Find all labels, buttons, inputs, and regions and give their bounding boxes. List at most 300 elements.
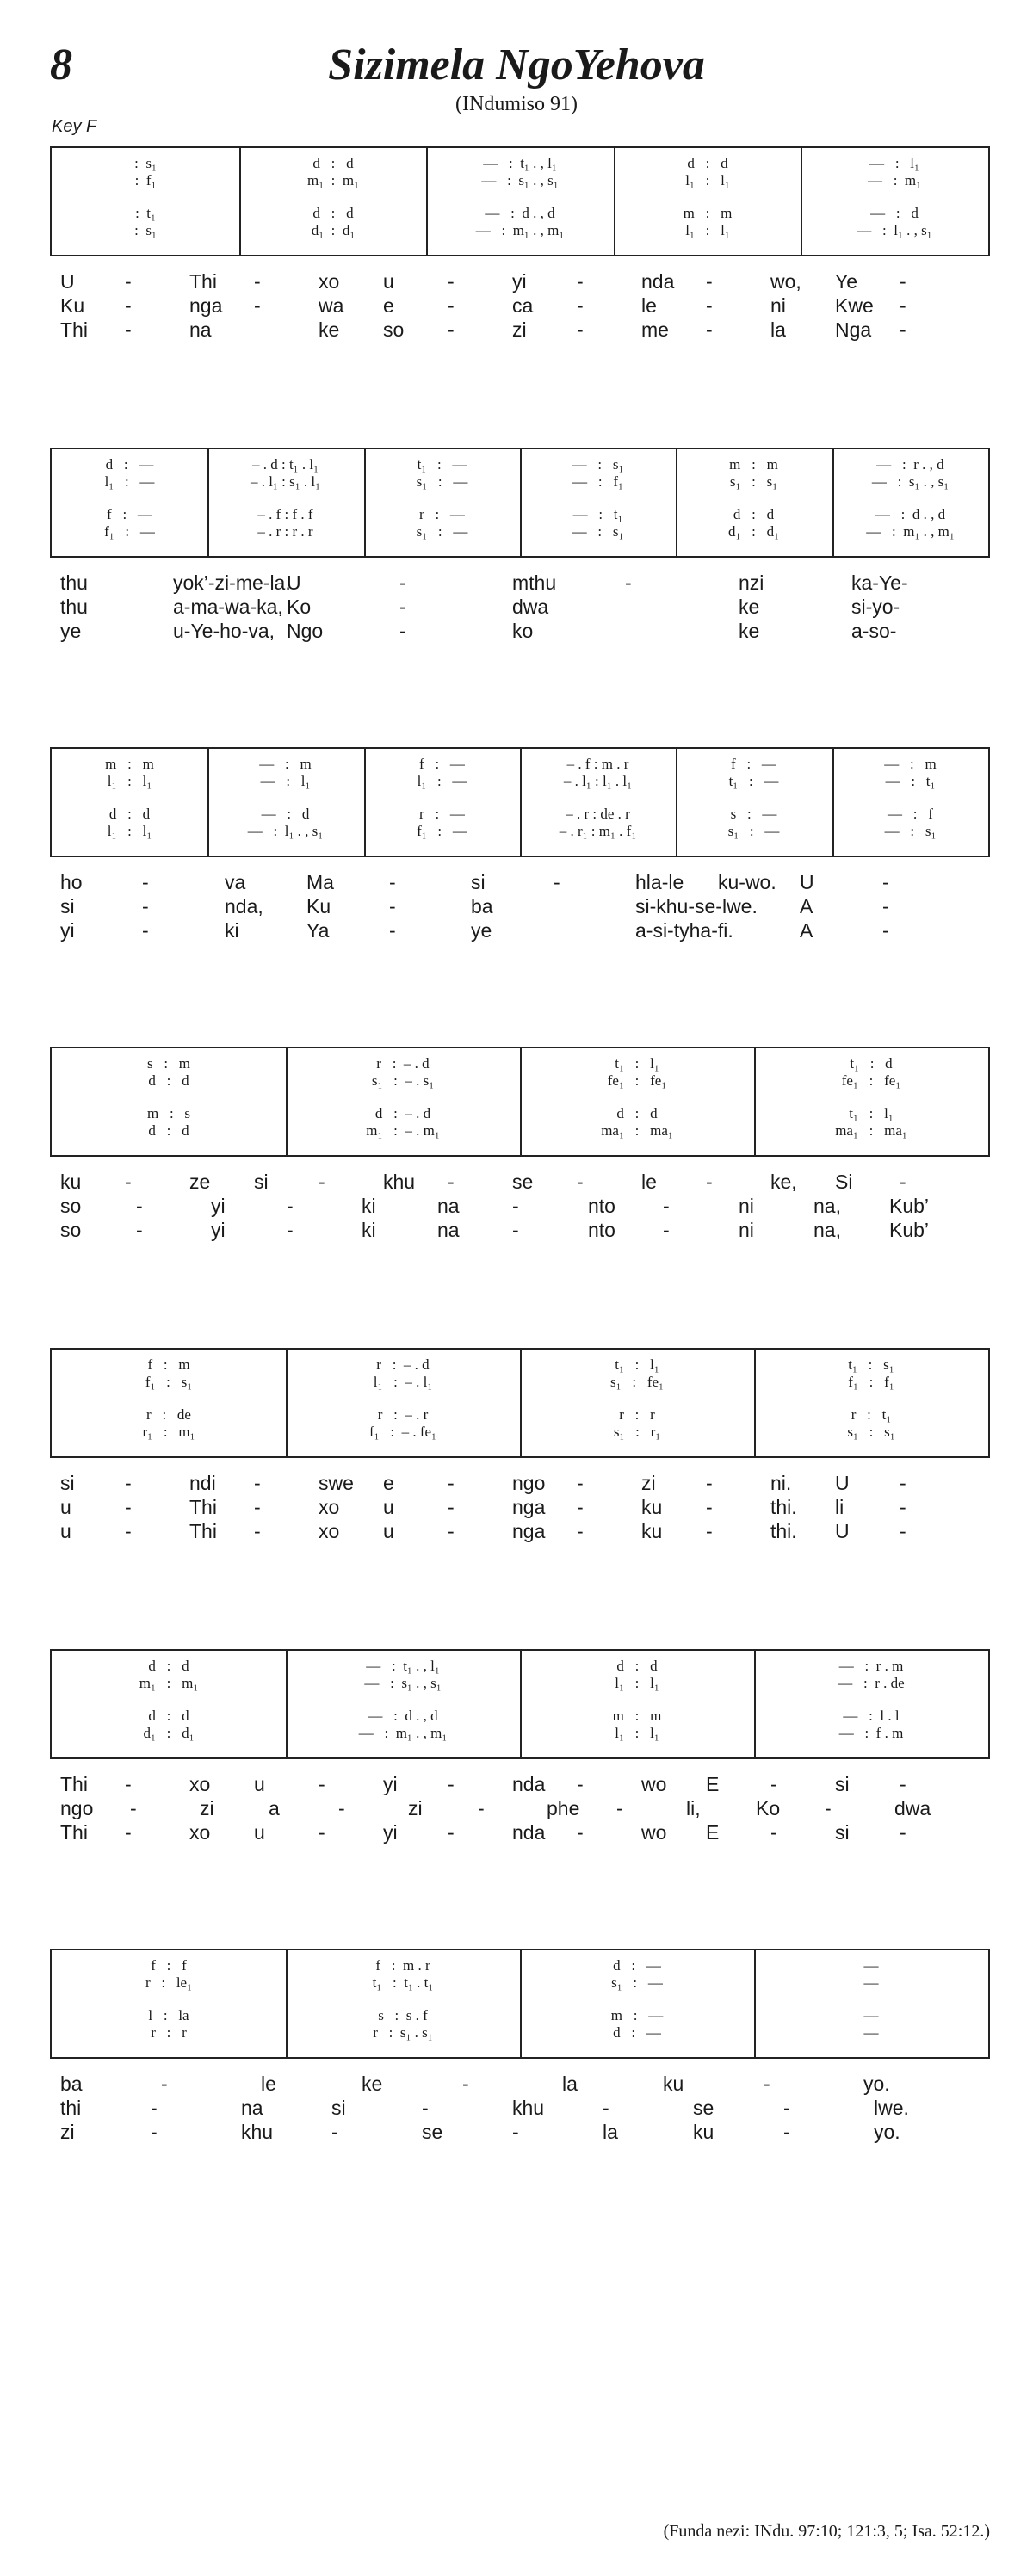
lyric-syllable: - [389, 919, 396, 942]
voice-row [52, 1374, 988, 1393]
lyric-syllable: ndi [189, 1472, 216, 1494]
lyric-syllable: se [693, 2097, 714, 2119]
lyric-syllable: - [706, 1171, 713, 1193]
voice-row [52, 523, 988, 542]
measure-notes: l₁ : – . l₁ [373, 1374, 433, 1390]
lyric-syllable: nga [189, 294, 223, 317]
lyric-syllable: - [882, 871, 889, 893]
lyric-syllable: - [125, 1773, 132, 1795]
voice-row [52, 2007, 988, 2026]
lyric-syllable: ye [471, 919, 492, 942]
lyric-syllable: Ma [306, 871, 334, 893]
measure-notes: — : l . l [843, 1708, 900, 1724]
measure-notes: r : de [146, 1406, 191, 1423]
measure-notes: t₁ : — [417, 456, 467, 473]
lyric-syllable: yo. [863, 2073, 890, 2095]
lyric-syllable: - [399, 596, 406, 618]
lyric-syllable: so [60, 1195, 82, 1217]
lyric-syllable: la [770, 318, 786, 341]
lyric-syllable: - [577, 318, 584, 341]
measure-notes: f₁ : — [417, 823, 467, 839]
lyric-syllable: - [448, 1821, 455, 1844]
lyric-syllable: - [254, 294, 261, 317]
measure-notes: : f₁ [134, 172, 157, 188]
lyric-syllable: - [900, 1520, 906, 1542]
lyric-syllable: nto [588, 1195, 615, 1217]
lyric-syllable: ku [60, 1171, 82, 1193]
measure-notes: t₁ : l₁ [615, 1356, 659, 1373]
lyric-syllable: - [130, 1797, 137, 1819]
lyric-syllable: so [60, 1219, 82, 1241]
lyric-syllable: nda [641, 270, 675, 293]
measure-notes: — : t₁ [885, 773, 936, 789]
lyric-syllable: wo [641, 1821, 667, 1844]
voice-row [52, 506, 988, 525]
lyric-syllable: wo [641, 1773, 667, 1795]
measure-notes: s₁ : — [416, 473, 468, 490]
solfa-system [50, 1348, 990, 1458]
measure-notes: f : — [419, 756, 465, 772]
solfa-system [50, 146, 990, 256]
measure-notes: t₁ : d [850, 1055, 893, 1072]
lyric-syllable: ka-Ye- [851, 571, 908, 594]
measure-notes: s₁ : r₁ [613, 1424, 661, 1440]
lyric-syllable: - [448, 318, 455, 341]
lyric-syllable: nga [512, 1520, 546, 1542]
measure-notes: s : m [146, 1055, 191, 1072]
measure-notes: d : d [148, 1708, 189, 1724]
lyric-syllable: na [437, 1195, 460, 1217]
lyric-line [60, 318, 981, 341]
lyric-line [60, 571, 981, 594]
measure-notes: — [863, 1957, 879, 1974]
measure-notes: s₁ : — [727, 823, 780, 839]
measure-notes: l₁ : l₁ [107, 823, 152, 839]
lyric-syllable: le [641, 1171, 657, 1193]
lyric-syllable: zi [60, 2121, 75, 2143]
lyric-syllable: si [60, 1472, 75, 1494]
voice-row [52, 823, 988, 842]
lyric-syllable: Kub’ [889, 1219, 930, 1241]
measure-notes: – . l₁ : s₁ . l₁ [250, 473, 321, 490]
lyric-line [60, 1219, 981, 1241]
lyric-syllable: yi [383, 1773, 398, 1795]
lyric-syllable: la [603, 2121, 618, 2143]
lyric-syllable: u [254, 1773, 265, 1795]
lyric-syllable: e [383, 1472, 394, 1494]
lyric-line [60, 895, 981, 917]
measure-notes: t₁ : l₁ [849, 1105, 894, 1121]
lyric-syllable: u [60, 1520, 71, 1542]
lyric-syllable: yi [211, 1195, 226, 1217]
lyric-syllable: - [900, 294, 906, 317]
voice-row [52, 1725, 988, 1744]
measure-notes: m₁ : m₁ [306, 172, 360, 188]
measure-notes: — : m [259, 756, 312, 772]
voice-row [52, 1122, 988, 1141]
lyric-syllable: ku-wo. [718, 871, 776, 893]
lyric-syllable: nda [512, 1821, 546, 1844]
measure-notes: t₁ : t₁ . t₁ [372, 1974, 434, 1991]
lyric-syllable: - [448, 270, 455, 293]
voice-row [52, 1356, 988, 1375]
measure-notes: r : t₁ [851, 1406, 892, 1423]
voice-row [52, 473, 988, 492]
measure-notes: f₁ : — [104, 523, 155, 540]
lyric-syllable: - [161, 2073, 168, 2095]
lyric-line [60, 2097, 981, 2119]
lyric-syllable: A [800, 919, 813, 942]
voice-row [52, 1675, 988, 1694]
lyric-syllable: u [254, 1821, 265, 1844]
measure-notes: f : — [107, 506, 152, 522]
lyric-line [60, 2073, 981, 2095]
lyric-syllable: Ku [306, 895, 331, 917]
lyric-syllable: si-khu-se-lwe. [635, 895, 758, 917]
lyric-syllable: - [882, 919, 889, 942]
lyric-syllable: - [125, 1496, 132, 1518]
solfa-system [50, 1649, 990, 1759]
lyric-syllable: dwa [512, 596, 549, 618]
measure-notes: — : s₁ . , s₁ [364, 1675, 442, 1691]
lyric-syllable: xo [189, 1821, 211, 1844]
lyric-syllable: ki [225, 919, 239, 942]
lyric-syllable: - [142, 895, 149, 917]
lyric-syllable: Thi [60, 1821, 88, 1844]
lyric-syllable: nda [512, 1773, 546, 1795]
lyric-syllable: yo. [874, 2121, 900, 2143]
lyric-syllable: ni [739, 1219, 754, 1241]
lyric-syllable: thu [60, 571, 88, 594]
lyric-syllable: - [125, 294, 132, 317]
solfa-system [50, 448, 990, 558]
lyric-syllable: - [577, 1821, 584, 1844]
lyric-syllable: lwe. [874, 2097, 909, 2119]
measure-notes: s : s . f [378, 2007, 428, 2023]
lyric-syllable: - [900, 1821, 906, 1844]
measure-notes: ma₁ : ma₁ [835, 1122, 907, 1139]
measure-notes: t₁ : l₁ [615, 1055, 659, 1072]
measure-notes: – . r₁ : m₁ . f₁ [559, 823, 637, 839]
lyric-syllable: hla-le [635, 871, 684, 893]
measure-notes: d₁ : d₁ [143, 1725, 195, 1741]
lyric-syllable: - [125, 1171, 132, 1193]
measure-notes: l₁ : — [104, 473, 155, 490]
lyric-syllable: yi [211, 1219, 226, 1241]
lyric-syllable: khu [241, 2121, 274, 2143]
lyric-syllable: yi [60, 919, 75, 942]
lyric-syllable: si [835, 1821, 850, 1844]
lyric-syllable: - [125, 270, 132, 293]
lyric-syllable: - [577, 1520, 584, 1542]
measure-notes: f : m [147, 1356, 190, 1373]
measure-notes: f₁ : f₁ [848, 1374, 894, 1390]
lyric-syllable: zi [200, 1797, 214, 1819]
measure-notes: d : — [105, 456, 154, 473]
lyric-syllable: - [512, 1195, 519, 1217]
lyric-syllable: si-yo- [851, 596, 900, 618]
lyric-syllable: - [399, 620, 406, 642]
measure-notes: l₁ : l₁ [685, 172, 730, 188]
lyric-syllable: - [448, 1472, 455, 1494]
lyric-syllable: - [663, 1195, 670, 1217]
voice-row [52, 155, 988, 174]
measure-notes: — : s₁ . , s₁ [481, 172, 559, 188]
lyric-syllable: - [151, 2097, 158, 2119]
lyric-syllable: ca [512, 294, 534, 317]
lyric-syllable: - [900, 270, 906, 293]
lyric-syllable: mthu [512, 571, 557, 594]
lyric-syllable: yi [512, 270, 527, 293]
measure-notes: s₁ : s₁ [729, 473, 778, 490]
measure-notes: d : d [148, 1072, 189, 1089]
lyric-syllable: - [125, 318, 132, 341]
lyric-syllable: u [383, 270, 394, 293]
lyric-syllable: ku [641, 1496, 663, 1518]
lyric-syllable: ngo [512, 1472, 546, 1494]
voice-row [52, 773, 988, 792]
measure-notes: m₁ : m₁ [139, 1675, 199, 1691]
lyric-syllable: thi. [770, 1496, 797, 1518]
voice-row [52, 1424, 988, 1442]
measure-notes: l₁ : — [417, 773, 467, 789]
lyric-syllable: phe [547, 1797, 580, 1819]
lyric-syllable: - [577, 1496, 584, 1518]
measure-notes: d : d [312, 205, 354, 221]
lyric-syllable: - [448, 1496, 455, 1518]
measure-notes: d₁ : d₁ [727, 523, 780, 540]
lyric-syllable: - [478, 1797, 485, 1819]
measure-notes: — : t₁ [572, 506, 623, 522]
measure-notes: – . l₁ : l₁ . l₁ [563, 773, 633, 789]
lyric-line [60, 294, 981, 317]
voice-row [52, 806, 988, 825]
measure-notes: s₁ : — [611, 1974, 663, 1991]
measure-notes: d : — [613, 1957, 661, 1974]
lyric-syllable: - [151, 2121, 158, 2143]
lyric-syllable: zi [408, 1797, 423, 1819]
measure-notes: – . f : f . f [257, 506, 313, 522]
lyric-syllable: u [383, 1520, 394, 1542]
lyric-syllable: - [603, 2097, 609, 2119]
lyric-syllable: wo, [770, 270, 801, 293]
lyric-syllable: E [706, 1773, 720, 1795]
lyric-line [60, 1195, 981, 1217]
lyric-syllable: se [512, 1171, 534, 1193]
lyric-syllable: na [241, 2097, 263, 2119]
measure-notes: r : r [151, 2024, 187, 2041]
lyric-syllable: - [554, 871, 560, 893]
measure-notes: f : m . r [375, 1957, 430, 1974]
lyric-syllable: - [287, 1195, 294, 1217]
lyric-line [60, 871, 981, 893]
lyric-syllable: Thi [60, 1773, 88, 1795]
lyric-syllable: U [60, 270, 75, 293]
lyric-syllable: - [625, 571, 632, 594]
measure-notes: m : s [146, 1105, 191, 1121]
measure-notes: fe₁ : fe₁ [607, 1072, 667, 1089]
lyric-syllable: - [389, 871, 396, 893]
measure-notes: — : f₁ [572, 473, 623, 490]
measure-notes: m₁ : – . m₁ [366, 1122, 440, 1139]
lyric-syllable: u [60, 1496, 71, 1518]
measure-notes: – . r : de . r [566, 806, 630, 822]
lyric-line [60, 596, 981, 618]
lyric-syllable: - [512, 2121, 519, 2143]
voice-row [52, 1974, 988, 1993]
lyric-syllable: - [577, 1171, 584, 1193]
lyric-line [60, 1821, 981, 1844]
lyric-syllable: xo [319, 1496, 340, 1518]
lyric-line [60, 1520, 981, 1542]
measure-notes: — : m₁ . , m₁ [358, 1725, 448, 1741]
lyric-syllable: Ko [756, 1797, 781, 1819]
lyric-syllable: - [706, 1472, 713, 1494]
lyric-syllable: - [770, 1821, 777, 1844]
measure-notes: — : m₁ . , m₁ [866, 523, 955, 540]
lyric-syllable: - [577, 1472, 584, 1494]
lyric-syllable: Thi [189, 1520, 217, 1542]
scripture-references: (Funda nezi: INdu. 97:10; 121:3, 5; Isa. 52:12.) [663, 2522, 990, 2541]
lyric-syllable: ke [362, 2073, 383, 2095]
measure-notes: – . d : t₁ . l₁ [251, 456, 319, 473]
lyric-syllable: swe [319, 1472, 354, 1494]
lyric-syllable: - [900, 1171, 906, 1193]
measure-notes: – . f : m . r [566, 756, 629, 772]
measure-notes: s₁ : — [416, 523, 468, 540]
lyric-syllable: u-Ye-ho-va, [173, 620, 275, 642]
lyric-syllable: thi [60, 2097, 82, 2119]
lyric-syllable: - [900, 1472, 906, 1494]
lyric-syllable: ba [60, 2073, 83, 2095]
solfa-system [50, 1047, 990, 1157]
lyric-syllable: - [142, 871, 149, 893]
lyric-syllable: - [319, 1171, 325, 1193]
measure-notes: r : – . r [377, 1406, 429, 1423]
lyric-syllable: - [422, 2097, 429, 2119]
lyric-syllable: - [706, 1496, 713, 1518]
measure-notes: l₁ : l₁ [107, 773, 152, 789]
lyric-syllable: U [835, 1472, 850, 1494]
voice-row [52, 1072, 988, 1091]
voice-row [52, 205, 988, 224]
lyric-syllable: na [437, 1219, 460, 1241]
lyric-syllable: Ku [60, 294, 85, 317]
measure-notes: — : f . m [838, 1725, 904, 1741]
lyric-syllable: dwa [894, 1797, 931, 1819]
lyric-syllable: - [389, 895, 396, 917]
lyric-syllable: khu [383, 1171, 416, 1193]
lyric-line [60, 1472, 981, 1494]
lyric-syllable: yi [383, 1821, 398, 1844]
lyric-syllable: - [448, 1171, 455, 1193]
lyric-syllable: ko [512, 620, 534, 642]
measure-notes: s : — [730, 806, 777, 822]
lyric-syllable: - [706, 294, 713, 317]
lyric-syllable: ni [739, 1195, 754, 1217]
lyric-syllable: - [577, 270, 584, 293]
measure-notes: — : l₁ [260, 773, 311, 789]
lyric-syllable: U [800, 871, 814, 893]
measure-notes: m : m [612, 1708, 662, 1724]
lyric-syllable: - [125, 1520, 132, 1542]
lyric-syllable: - [462, 2073, 469, 2095]
measure-notes: m : m [105, 756, 154, 772]
measure-notes: r : — [419, 806, 465, 822]
measure-notes: d : d [616, 1105, 658, 1121]
solfa-system [50, 1949, 990, 2059]
lyric-syllable: ze [189, 1171, 211, 1193]
measure-notes: d : d [312, 155, 354, 171]
measure-notes: — : l₁ . , s₁ [247, 823, 324, 839]
lyric-line [60, 1171, 981, 1193]
measure-notes: — : l₁ [869, 155, 919, 171]
lyric-syllable: - [136, 1195, 143, 1217]
measure-notes: r : s₁ . s₁ [373, 2024, 433, 2041]
lyric-syllable: - [448, 294, 455, 317]
lyric-syllable: ke [739, 596, 760, 618]
measure-notes: d : d [733, 506, 775, 522]
lyric-syllable: nto [588, 1219, 615, 1241]
measure-notes: r : r [619, 1406, 655, 1423]
lyric-syllable: - [142, 919, 149, 942]
lyric-syllable: u [383, 1496, 394, 1518]
lyric-syllable: - [319, 1821, 325, 1844]
voice-row [52, 1055, 988, 1074]
lyric-syllable: - [770, 1773, 777, 1795]
lyric-syllable: wa [319, 294, 344, 317]
measure-notes: r₁ : m₁ [142, 1424, 195, 1440]
measure-notes: fe₁ : fe₁ [841, 1072, 901, 1089]
lyric-syllable: - [254, 1496, 261, 1518]
measure-notes: — : m [884, 756, 937, 772]
lyric-syllable: - [287, 1219, 294, 1241]
measure-notes: f : f [151, 1957, 187, 1974]
lyric-syllable: va [225, 871, 246, 893]
measure-notes: d₁ : d₁ [311, 222, 356, 238]
lyric-syllable: - [706, 318, 713, 341]
measure-notes: f₁ : s₁ [145, 1374, 193, 1390]
lyric-syllable: me [641, 318, 669, 341]
lyric-syllable: - [900, 318, 906, 341]
lyric-syllable: so [383, 318, 405, 341]
measure-notes: l : la [148, 2007, 189, 2023]
measure-notes: — : r . de [838, 1675, 905, 1691]
lyric-syllable: Ye [835, 270, 858, 293]
voice-row [52, 1708, 988, 1727]
lyric-line [60, 270, 981, 293]
lyric-syllable: - [254, 1520, 261, 1542]
lyric-syllable: ke, [770, 1171, 797, 1193]
lyric-syllable: Thi [189, 1496, 217, 1518]
lyric-syllable: - [616, 1797, 623, 1819]
measure-notes: f : — [731, 756, 776, 772]
lyric-syllable: - [448, 1520, 455, 1542]
lyric-syllable: ye [60, 620, 82, 642]
lyric-syllable: ni. [770, 1472, 792, 1494]
lyric-syllable: - [577, 1773, 584, 1795]
lyric-syllable: li, [686, 1797, 701, 1819]
lyric-syllable: - [900, 1496, 906, 1518]
lyric-line [60, 1797, 981, 1819]
lyric-syllable: na, [813, 1195, 841, 1217]
lyric-syllable: li [835, 1496, 844, 1518]
lyric-syllable: le [261, 2073, 276, 2095]
lyric-syllable: - [448, 1773, 455, 1795]
song-title: Sizimela NgoYehova [328, 40, 705, 90]
measure-notes: f₁ : – . fe₁ [369, 1424, 436, 1440]
lyric-syllable: Ko [287, 596, 312, 618]
